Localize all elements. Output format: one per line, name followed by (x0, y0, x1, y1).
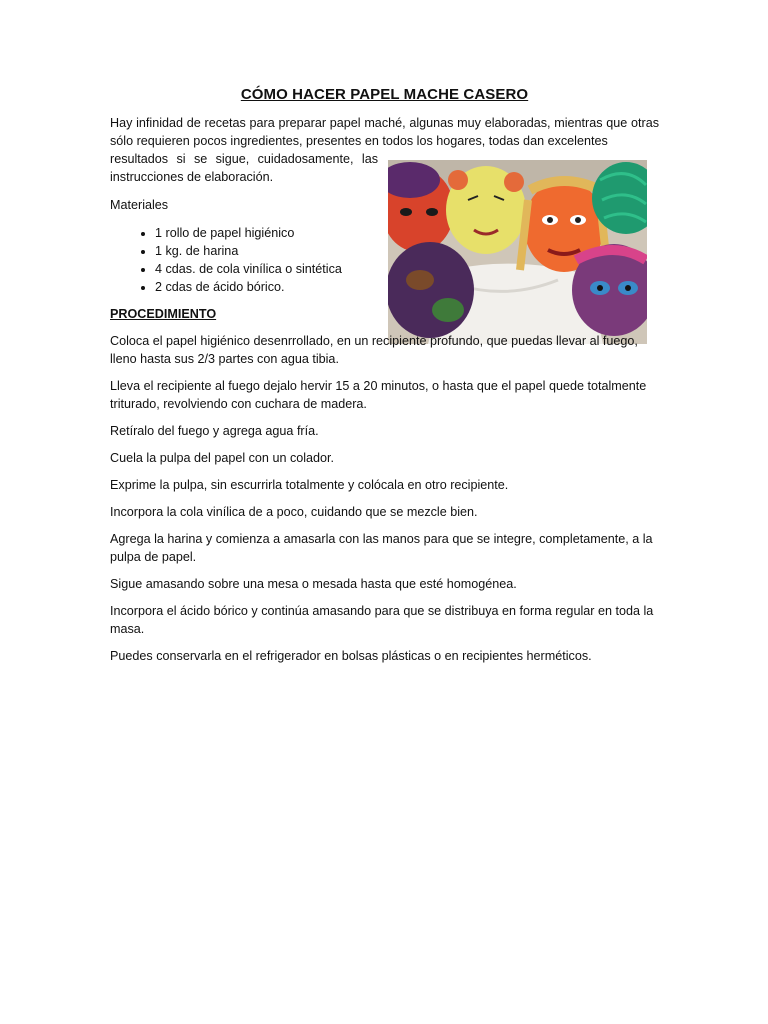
procedure-step: Incorpora el ácido bórico y continúa amasando para que se distribuya en forma regular en toda la masa. (110, 604, 654, 636)
procedure-heading: PROCEDIMIENTO (110, 307, 217, 321)
procedure-step: Puedes conservarla en el refrigerador en bolsas plásticas o en recipientes herméticos. (110, 649, 592, 663)
list-item: • 4 cdas. de cola vinílica o sintética (155, 260, 659, 278)
procedure-step: Cuela la pulpa del papel con un colador. (110, 451, 335, 465)
list-item: • 1 kg. de harina (155, 242, 659, 260)
procedure-step: Incorpora la cola vinílica de a poco, cuidando que se mezcle bien. (110, 505, 478, 519)
intro-paragraph: Hay infinidad de recetas para preparar papel maché, algunas muy elaboradas, mientras que otras sólo requieren pocos ingredientes, presentes en todos los hogares, todas dan excelentes (110, 116, 659, 148)
document-title: CÓMO HACER PAPEL MACHE CASERO (240, 86, 529, 103)
procedure-step: Coloca el papel higiénico desenrrollado, en un recipiente profundo, que puedas llevar al fuego, lleno hasta sus 2/3 partes con agua tibia. (110, 334, 638, 366)
list-item: • 2 cdas de ácido bórico. (155, 278, 659, 296)
procedure-step: Exprime la pulpa, sin escurrirla totalmente y colócala en otro recipiente. (110, 478, 509, 492)
procedure-step: Sigue amasando sobre una mesa o mesada hasta que esté homogénea. (110, 577, 517, 591)
procedure-step: Agrega la harina y comienza a amasarla con las manos para que se integre, completamente, a la pulpa de papel. (110, 532, 653, 564)
intro-paragraph-continued: resultados si se sigue, cuidadosamente, las instrucciones de elaboración. (110, 152, 378, 184)
materials-label: Materiales (110, 198, 169, 212)
document-body (110, 86, 659, 665)
list-item: • 1 rollo de papel higiénico (155, 224, 659, 242)
procedure-step: Lleva el recipiente al fuego dejalo hervir 15 a 20 minutos, o hasta que el papel quede totalmente triturado, revolviendo con cuchara de madera. (110, 379, 647, 411)
procedure-step: Retíralo del fuego y agrega agua fría. (110, 424, 319, 438)
materials-list (110, 224, 659, 296)
